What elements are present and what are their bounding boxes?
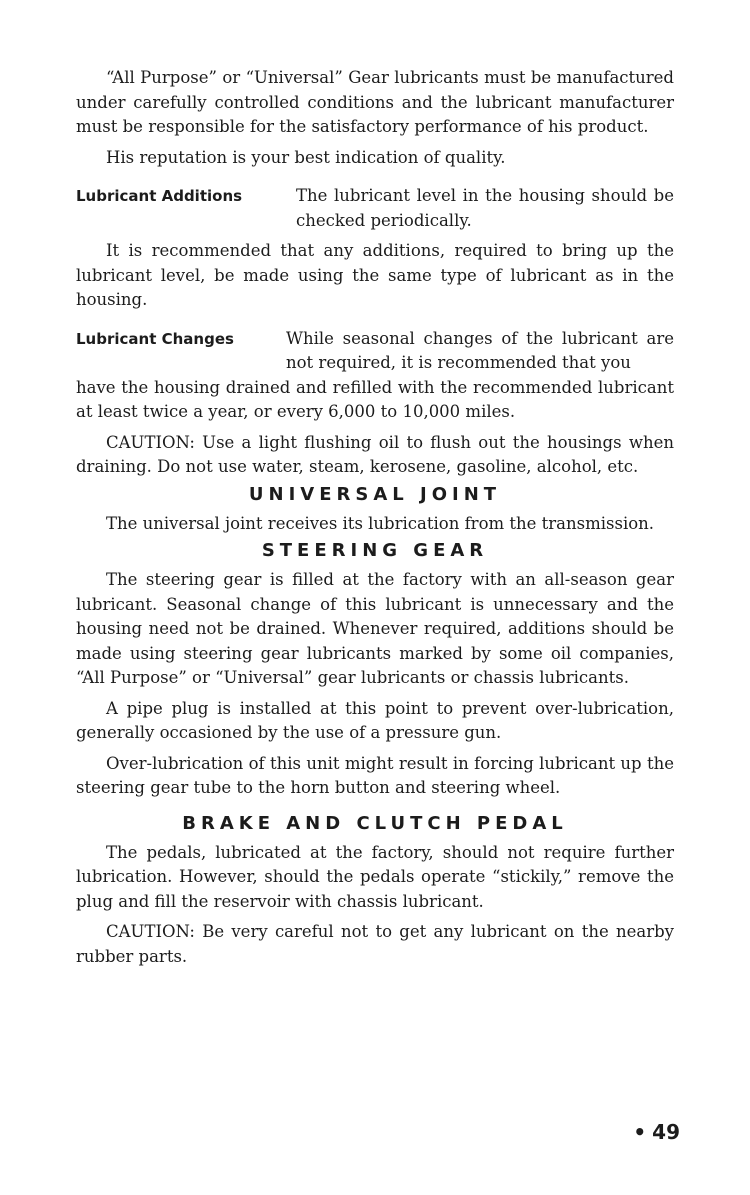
steering-gear-paragraph-1: The steering gear is filled at the factory with an all-season gear lubricant. Seasonal change of this lubricant is unnecessary and the housing need not be drained. Whenever required, additions should be made using steering gear lubricants marked by some oil companies, “All Purpose” or “Universal” gear lubricants or chassis lubricants. bbox=[76, 570, 674, 687]
lubricant-changes-block bbox=[76, 327, 674, 376]
lubricant-changes-lead: While seasonal changes of the lubricant are not required, it is recommended that you bbox=[286, 328, 674, 372]
page-number bbox=[633, 1120, 680, 1144]
lubricant-additions-block bbox=[76, 184, 674, 233]
steering-gear-title: STEERING GEAR bbox=[261, 540, 489, 561]
lubricant-additions-heading: Lubricant Additions bbox=[76, 187, 243, 205]
intro-paragraph: “All Purpose” or “Universal” Gear lubricants must be manufactured under carefully controlled conditions and the lubricant manufacturer must be responsible for the satisfactory performance of his product. bbox=[76, 68, 674, 136]
lubricant-additions-body: It is recommended that any additions, required to bring up the lubricant level, be made using the same type of lubricant as in the housing. bbox=[76, 241, 674, 309]
universal-joint-title: UNIVERSAL JOINT bbox=[248, 483, 502, 505]
brake-clutch-caution: CAUTION: Be very careful not to get any lubricant on the nearby rubber parts. bbox=[76, 922, 674, 966]
lubricant-changes-heading: Lubricant Changes bbox=[76, 329, 234, 348]
lubricant-changes-continuation: have the housing drained and refilled with the recommended lubricant at least twice a year, or every 6,000 to 10,000 miles. bbox=[76, 377, 674, 421]
lubricant-changes-caution: CAUTION: Use a light flushing oil to flush out the housings when draining. Do not use water, steam, kerosene, gasoline, alcohol, etc. bbox=[76, 432, 674, 476]
steering-gear-paragraph-3: Over-lubrication of this unit might result in forcing lubricant up the steering gear tube to the horn button and steering wheel. bbox=[76, 753, 674, 797]
universal-joint-body: The universal joint receives its lubrication from the transmission. bbox=[106, 513, 655, 533]
lubricant-additions-lead: The lubricant level in the housing should be checked periodically. bbox=[296, 186, 674, 230]
page-content bbox=[76, 66, 674, 969]
brake-clutch-paragraph-1: The pedals, lubricated at the factory, should not require further lubrication. However, should the pedals operate “stickily,” remove the plug and fill the reservoir with chassis lubricant. bbox=[76, 842, 674, 911]
page-number-value: 49 bbox=[652, 1120, 680, 1144]
reputation-paragraph: His reputation is your best indication of quality. bbox=[106, 147, 506, 167]
brake-clutch-title: BRAKE AND CLUTCH PEDAL bbox=[182, 812, 568, 834]
steering-gear-paragraph-2: A pipe plug is installed at this point to prevent over-lubrication, generally occasioned by the use of a pressure gun. bbox=[76, 698, 674, 742]
bullet-icon: • bbox=[633, 1120, 647, 1144]
